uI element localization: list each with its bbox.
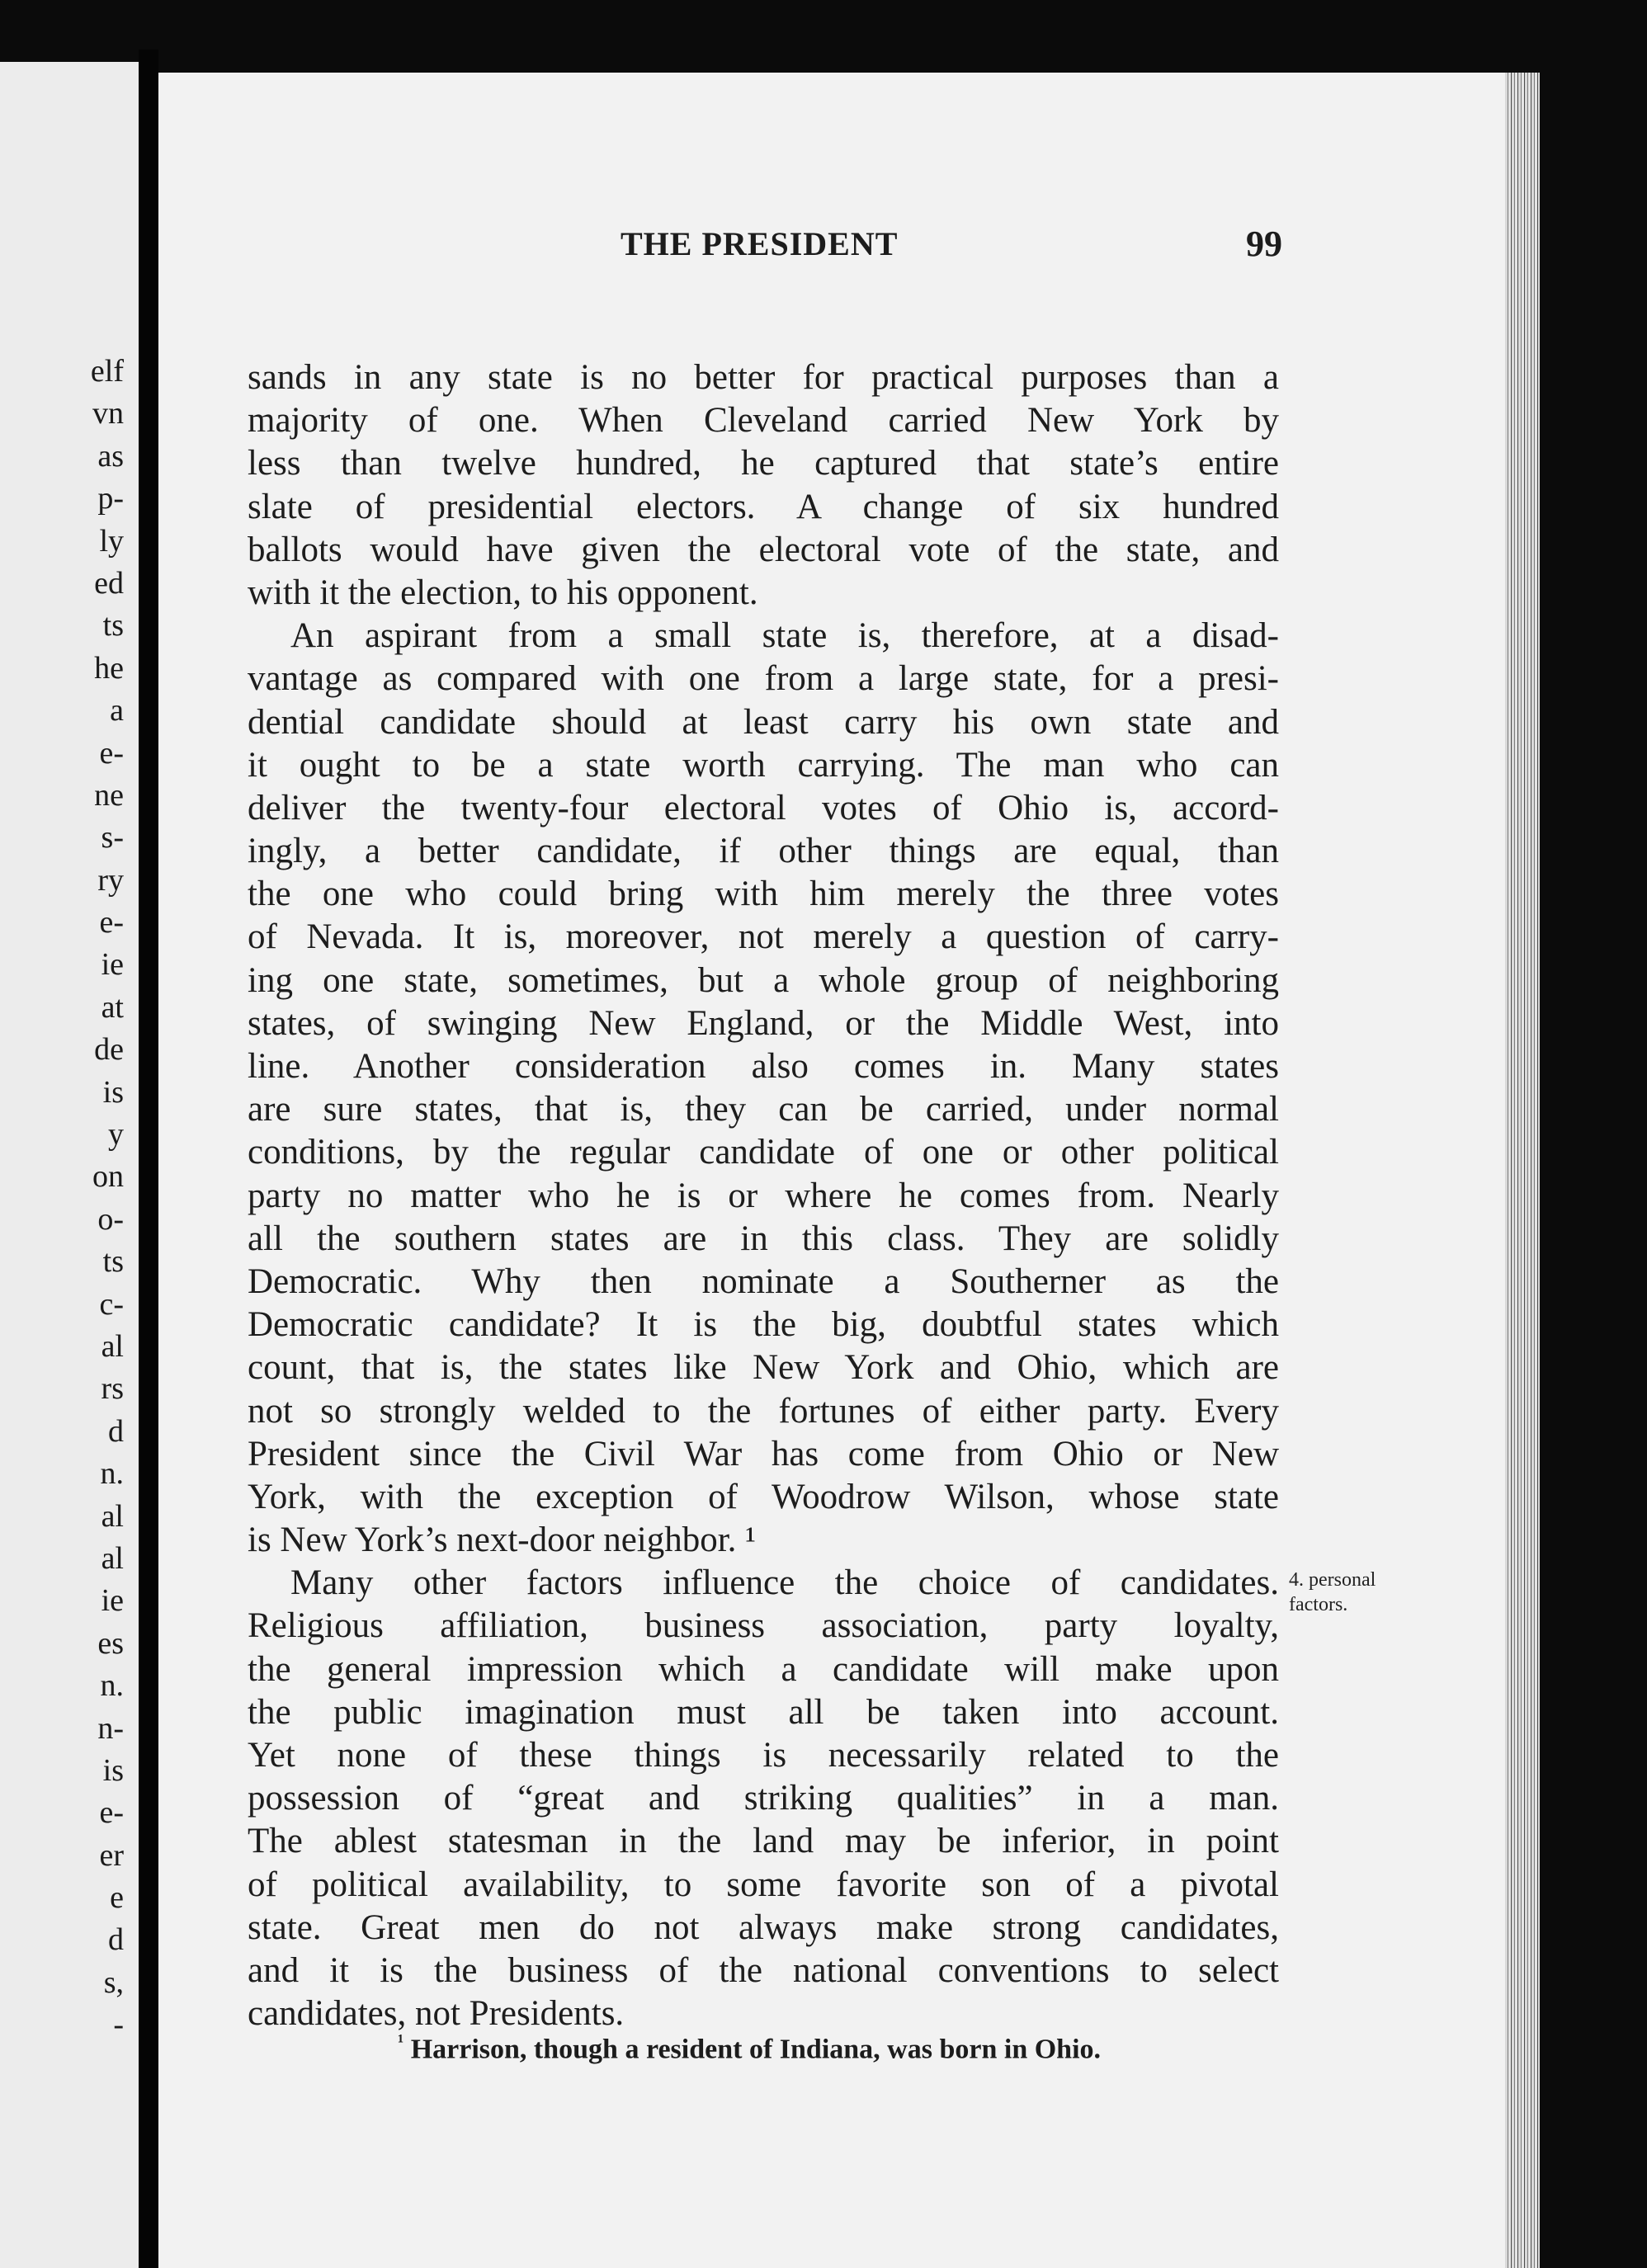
facing-page-fragment: rs xyxy=(101,1371,124,1407)
text-line: are sure states, that is, they can be carried, under normal xyxy=(248,1090,1279,1129)
text-line: vantage as compared with one from a large state, for a presi- xyxy=(248,659,1279,699)
text-line: Religious affiliation, business association, party loyalty, xyxy=(248,1606,1279,1646)
text-line: is New York’s next-door neighbor. ¹ xyxy=(248,1521,757,1560)
text-line: the one who could bring with him merely the three votes xyxy=(248,875,1279,914)
text-line: slate of presidential electors. A change of six hundred xyxy=(248,487,1279,526)
paragraph xyxy=(248,615,1279,1562)
text-line: York, with the exception of Woodrow Wilson, whose state xyxy=(248,1477,1279,1516)
text-line: state. Great men do not always make strong candidates, xyxy=(248,1907,1279,1947)
facing-page-fragment: on xyxy=(92,1159,124,1195)
facing-page-fragment: al xyxy=(101,1328,124,1364)
text-line: possession of “great and striking qualities” in a man. xyxy=(248,1779,1279,1818)
text-line: not so strongly welded to the fortunes of either party. Every xyxy=(248,1391,1279,1431)
facing-page-fragment: e- xyxy=(99,905,124,941)
text-line: it ought to be a state worth carrying. The man who can xyxy=(248,745,1279,785)
facing-page-fragment: - xyxy=(113,2007,124,2043)
text-line: Many other factors influence the choice of candidates. xyxy=(290,1563,1279,1603)
facing-page-fragment: e xyxy=(110,1880,124,1916)
facing-page-fragment: ie xyxy=(101,947,124,983)
text-line: line. Another consideration also comes in. Many states xyxy=(248,1047,1279,1086)
text-line: the general impression which a candidate will make upon xyxy=(248,1649,1279,1689)
book-page xyxy=(158,73,1505,2268)
facing-page-fragment: e- xyxy=(99,735,124,771)
text-line: party no matter who he is or where he comes from. Nearly xyxy=(248,1176,1279,1215)
facing-page-fragment: er xyxy=(99,1837,124,1873)
text-line: Democratic candidate? It is the big, doubtful states which xyxy=(248,1305,1279,1345)
text-line: Democratic. Why then nominate a Southerner as the xyxy=(248,1261,1279,1301)
page-stack-edge xyxy=(1505,73,1540,2268)
text-line: count, that is, the states like New York and Ohio, which are xyxy=(248,1348,1279,1388)
text-line: The ablest statesman in the land may be inferior, in point xyxy=(248,1822,1279,1861)
facing-page-fragment: at xyxy=(101,989,124,1025)
facing-page-fragment: a xyxy=(110,693,124,728)
facing-page-fragment: y xyxy=(108,1117,124,1153)
text-line: candidates, not Presidents. xyxy=(248,1994,625,2034)
facing-page-fragment: s- xyxy=(101,820,124,856)
facing-page-fragment: al xyxy=(101,1540,124,1576)
page-header xyxy=(158,211,1505,277)
facing-page-fragment: n. xyxy=(100,1456,124,1492)
page-number: 99 xyxy=(1246,224,1282,264)
footnote-marker: ¹ xyxy=(398,2031,404,2053)
facing-page-fragment: al xyxy=(101,1498,124,1534)
footnote xyxy=(398,2031,1101,2065)
facing-page-fragment: he xyxy=(94,650,124,686)
text-line: President since the Civil War has come from Ohio or New xyxy=(248,1434,1279,1473)
facing-page-fragment: c- xyxy=(99,1286,124,1322)
facing-page-fragment: p- xyxy=(97,481,124,516)
facing-page-fragment: ts xyxy=(102,1244,124,1280)
facing-page-fragment: elf xyxy=(90,354,124,389)
text-line: of political availability, to some favorite son of a pivotal xyxy=(248,1865,1279,1904)
running-head: THE PRESIDENT xyxy=(621,225,899,262)
facing-page-sliver xyxy=(0,62,139,2268)
body-text xyxy=(248,356,1279,2035)
facing-page-fragment: es xyxy=(97,1625,124,1661)
facing-page-fragment: de xyxy=(94,1032,124,1068)
paragraph xyxy=(248,1562,1279,2035)
text-line: ing one state, sometimes, but a whole group of neighboring xyxy=(248,960,1279,1000)
text-line: deliver the twenty-four electoral votes of Ohio is, accord- xyxy=(248,788,1279,828)
text-line: all the southern states are in this class. They are solidly xyxy=(248,1219,1279,1258)
facing-page-fragment: s, xyxy=(103,1964,124,2000)
text-line: ingly, a better candidate, if other things are equal, than xyxy=(248,832,1279,871)
facing-page-fragment: n- xyxy=(97,1710,124,1746)
text-line: and it is the business of the national conventions to select xyxy=(248,1950,1279,1990)
facing-page-text xyxy=(0,351,132,2047)
facing-page-fragment: as xyxy=(97,438,124,474)
margin-note-line: 4. personal xyxy=(1289,1569,1376,1591)
text-line: ballots would have given the electoral vote of the state, and xyxy=(248,530,1279,569)
footnote-text: Harrison, though a resident of Indiana, was born in Ohio. xyxy=(403,2034,1102,2065)
facing-page-fragment: ie xyxy=(101,1583,124,1619)
facing-page-fragment: o- xyxy=(97,1201,124,1237)
text-line: sands in any state is no better for practical purposes than a xyxy=(248,358,1279,397)
text-line: Yet none of these things is necessarily related to the xyxy=(248,1736,1279,1775)
text-line: conditions, by the regular candidate of one or other political xyxy=(248,1133,1279,1172)
facing-page-fragment: d xyxy=(108,1922,124,1958)
facing-page-fragment: n. xyxy=(100,1668,124,1704)
facing-page-fragment: is xyxy=(102,1752,124,1788)
text-line: less than twelve hundred, he captured that state’s entire xyxy=(248,444,1279,483)
facing-page-fragment: ly xyxy=(99,523,124,559)
margin-note xyxy=(1289,1568,1404,1617)
book-gutter xyxy=(139,50,158,2268)
facing-page-fragment: ts xyxy=(102,608,124,644)
text-line: An aspirant from a small state is, therefore, at a disad- xyxy=(290,616,1279,656)
text-line: with it the election, to his opponent. xyxy=(248,573,758,612)
text-line: states, of swinging New England, or the Middle West, into xyxy=(248,1003,1279,1043)
margin-note-line: factors. xyxy=(1289,1594,1348,1615)
facing-page-fragment: ne xyxy=(94,777,124,813)
facing-page-fragment: d xyxy=(108,1413,124,1449)
text-line: of Nevada. It is, moreover, not merely a question of carry- xyxy=(248,917,1279,957)
text-line: the public imagination must all be taken into account. xyxy=(248,1692,1279,1732)
paragraph xyxy=(248,356,1279,615)
text-line: dential candidate should at least carry his own state and xyxy=(248,702,1279,742)
text-line: majority of one. When Cleveland carried New York by xyxy=(248,401,1279,441)
facing-page-fragment: ed xyxy=(94,565,124,601)
facing-page-fragment: ry xyxy=(97,862,124,898)
facing-page-fragment: vn xyxy=(92,396,124,431)
facing-page-fragment: is xyxy=(102,1074,124,1110)
facing-page-fragment: e- xyxy=(99,1795,124,1831)
